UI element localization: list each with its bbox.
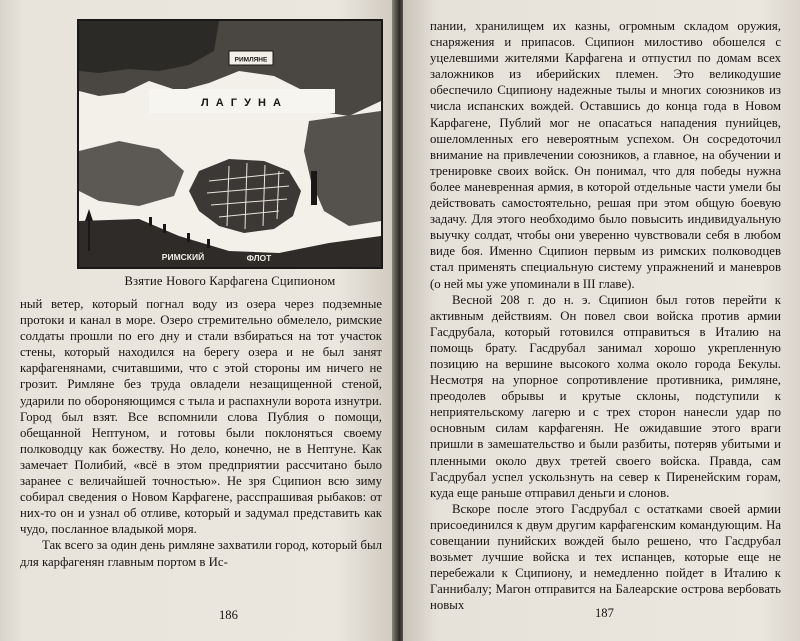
map-label-wall: РИМЛЯНЕ	[234, 56, 268, 64]
map-label-fleet-right: ФЛОТ	[246, 253, 272, 263]
map-label-fleet-left: РИМСКИЙ	[161, 252, 205, 262]
left-paragraph-1: ный ветер, который погнал воду из озера через подземные протоки и канал в море. Озеро стремительно обмелело, римские солдаты прошли по его дну и стали взбираться на тот участок стены, который находился на берегу озера и не был занят карфагенянами, считавшими, что с этой стороны им ничего не грозит. Римляне без труда овладели незащищенной стеной, ударили по обороняющимся с тыла и распахнули ворота изнутри. Город был взят. Все вспомнили слова Публия о помощи, обещанной Нептуном, и готовы были поклоняться своему полководцу как божеству. Но дело, конечно, не в Нептуне. Как замечает Полибий, «всё в этом предприятии рассчитано было заранее с величайшей точностью». Не зря Сципион всю зиму собирал сведения о Новом Карфагене, расспрашивая рыбаков: от них-то он и узнал об отливе, который и задумал представить как чудо, посланное владыкой моря.	[20, 297, 382, 537]
right-paragraph-3: Вскоре после этого Гасдрубал с остатками своей армии присоединился к двум другим карфагенским командующим. На совещании пунийских вождей было решено, что Гасдрубал возьмет лучшие войска и тех испанцев, которые еще не перебежали к Сципиону, и немедленно пойдет в Италию к Ганнибалу; Магон отправится на Балеарские острова вербовать новых	[430, 501, 781, 613]
left-page-text	[20, 296, 382, 570]
page-number-right: 187	[595, 606, 614, 620]
left-page	[0, 0, 396, 641]
map-label-lagoon: Л А Г У Н А	[201, 97, 283, 109]
left-paragraph-2: Так всего за один день римляне захватили город, который был для карфагенян главным портом в Ис-	[20, 538, 382, 569]
right-paragraph-2: Весной 208 г. до н. э. Сципион был готов перейти к активным действиям. Он повел свои войска против армии Гасдрубала, который готовился отправиться в Италию на помощь брату. Гасдрубал занимал хорошо укрепленную позицию на вершине высокого холма около города Бекулы. Несмотря на упорное сопротивление противника, римляне, преодолев обрывы и крутые склоны, подступили к неприятельскому лагерю и с трех сторон нанесли удар по основным силам карфагенян. Не ожидавшие этого враги пришли в замешательство и были разбиты, потеряв убитыми и пленными около двух третей своего войска. Правда, сам Гасдрубал успел ускользнуть на север к Пиренейским горам, куда еще раньше отправил деньги и слонов.	[430, 292, 781, 500]
page-number-left: 186	[219, 608, 238, 622]
map-illustration	[79, 21, 381, 267]
right-page	[403, 0, 800, 641]
right-page-text	[430, 18, 781, 613]
battle-map	[77, 19, 383, 269]
right-paragraph-1: пании, хранилищем их казны, огромным складом оружия, снаряжения и припасов. Сципион милостиво обошелся с уцелевшими жителями Карфагена и отпустил по домам всех заложников из иберийских племен. Это великодушие обеспечило Сципиону надежные тылы и многих союзников из числа испанских вождей. Оставшись до конца года в Новом Карфагене, Публий мог не опасаться нападения пунийцев, ошеломленных его невероятным успехом. Он сосредоточил внимание на привлечении союзников, а главное, на обучении и тренировке своих войск. Он понимал, что для победы нужна более маневренная армия, в которой отдельные части умели бы действовать самостоятельно, решая при этом общую боевую задачу. Для этого необходимо было повысить индивидуальную выучку солдат, чтобы они уверенно чувствовали себя в любом виде боя. Именно Сципион первым из римских полководцев стал применять специальную систему упражнений и маневров (о ней мы уже упоминали в III главе).	[430, 19, 781, 291]
map-caption: Взятие Нового Карфагена Сципионом	[124, 274, 336, 288]
